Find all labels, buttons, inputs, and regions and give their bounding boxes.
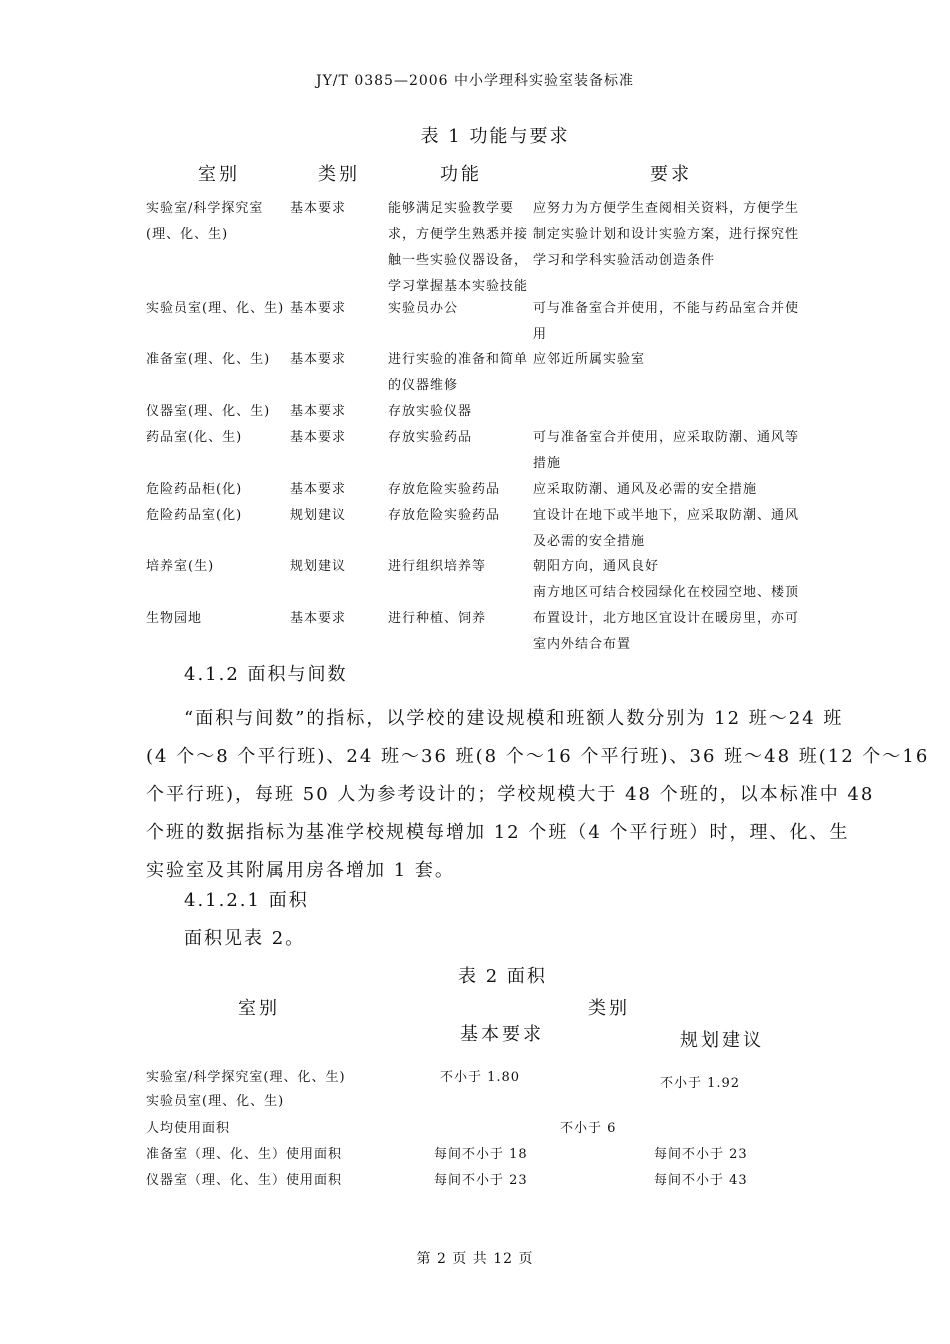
table1-cell-category: 基本要求 [290, 430, 347, 445]
table1-cell-line: 应努力为方便学生查阅相关资料，方便学生 [533, 201, 800, 216]
table1-cell-function [388, 196, 528, 300]
paragraph-line: 个班的数据指标为基准学校规模每增加 12 个班（4 个平行班）时，理、化、生 [146, 822, 850, 843]
table1-cell-line: 措施 [533, 456, 562, 471]
table1-header-room: 室别 [198, 164, 240, 185]
table1-cell-category: 基本要求 [290, 404, 347, 419]
table1-cell-category: 基本要求 [290, 482, 347, 497]
table2-header-basic: 基本要求 [460, 1024, 544, 1045]
table1-cell-room: 仪器室(理、化、生) [146, 404, 271, 419]
table1-cell-requirement [533, 296, 799, 348]
table2-cell-basic: 每间不小于 23 [434, 1173, 528, 1188]
table1-caption: 表 1 功能与要求 [420, 126, 570, 147]
table2-cell-basic: 不小于 1.80 [440, 1070, 521, 1085]
running-header: JY/T 0385—2006 中小学理科实验室装备标准 [315, 73, 635, 89]
table2-cell-plan: 不小于 1.92 [660, 1076, 741, 1091]
table1-cell-category: 基本要求 [290, 352, 347, 367]
table2-header-plan: 规划建议 [680, 1030, 764, 1051]
table1-cell-line: 可与准备室合并使用，不能与药品室合并使 [533, 301, 800, 316]
table1-cell-line: 及必需的安全措施 [533, 534, 646, 549]
table1-cell-room: 危险药品柜(化) [146, 482, 243, 497]
table2-cell-room: 人均使用面积 [146, 1121, 231, 1136]
table1-cell-requirement: 应采取防潮、通风及必需的安全措施 [533, 482, 758, 497]
page-footer: 第 2 页 共 12 页 [416, 1251, 534, 1267]
table1-header-category: 类别 [318, 164, 360, 185]
table1-cell-function: 进行组织培养等 [388, 559, 487, 574]
table1-cell-line: 制定实验计划和设计实验方案，进行探究性 [533, 227, 800, 242]
table1-cell-category: 规划建议 [290, 508, 347, 523]
table1-cell-requirement [533, 196, 799, 274]
table2-cell-room: 实验室/科学探究室(理、化、生) [146, 1070, 346, 1085]
paragraph-line: 个平行班)，每班 50 人为参考设计的；学校规模大于 48 个班的，以本标准中 48 [146, 784, 875, 805]
table2-cell-merged: 不小于 6 [560, 1121, 617, 1136]
table1-cell-room: 实验室/科学探究室 [146, 201, 264, 216]
section-heading: 4.1.2 面积与间数 [184, 664, 348, 685]
table1-cell-function: 存放危险实验药品 [388, 482, 501, 497]
table2-cell-room: 实验员室(理、化、生) [146, 1094, 285, 1109]
table1-cell-room: 生物园地 [146, 611, 203, 626]
paragraph-line: (4 个～8 个平行班)、24 班～36 班(8 个～16 个平行班)、36 班～48 班(12 个～16 [146, 746, 930, 767]
table1-cell-requirement: 朝阳方向，通风良好 [533, 559, 660, 574]
table2-cell-room: 仪器室（理、化、生）使用面积 [146, 1173, 343, 1188]
table2-cell-plan: 每间不小于 23 [654, 1147, 748, 1162]
table1-cell-function: 进行种植、饲养 [388, 611, 487, 626]
table1-header-requirement: 要求 [650, 164, 692, 185]
table1-cell-function: 存放危险实验药品 [388, 508, 501, 523]
paragraph-line: 实验室及其附属用房各增加 1 套。 [146, 860, 455, 881]
table1-cell-line: 求，方便学生熟悉并接 [388, 227, 529, 242]
section-heading: 4.1.2.1 面积 [184, 890, 309, 911]
table1-cell-line: 进行实验的准备和简单 [388, 352, 529, 367]
table1-cell-line: 南方地区可结合校园绿化在校园空地、楼顶 [533, 585, 800, 600]
table1-cell-function: 存放实验仪器 [388, 404, 473, 419]
table1-cell-requirement: 应邻近所属实验室 [533, 352, 646, 367]
table2-caption: 表 2 面积 [458, 966, 547, 987]
table2-cell-room: 准备室（理、化、生）使用面积 [146, 1147, 343, 1162]
table1-cell-requirement [533, 425, 799, 477]
table1-cell-category: 基本要求 [290, 201, 347, 216]
table1-cell-room: 培养室(生) [146, 559, 215, 574]
table1-cell-line: 布置设计，北方地区宜设计在暖房里，亦可 [533, 611, 800, 626]
table1-cell-category: 基本要求 [290, 301, 347, 316]
table1-cell-requirement [533, 503, 799, 555]
table1-cell-line: 学习和学科实验活动创造条件 [533, 253, 716, 268]
table1-cell-room: 药品室(化、生) [146, 430, 243, 445]
table1-cell-line: 触一些实验仪器设备， [388, 253, 529, 268]
table1-row [146, 196, 263, 248]
table1-cell-line: 用 [533, 327, 548, 342]
table1-cell-line: 室内外结合布置 [533, 637, 632, 652]
table1-cell-requirement [533, 580, 799, 658]
table1-cell-room: (理、化、生) [146, 227, 229, 242]
table1-cell-room: 准备室(理、化、生) [146, 352, 271, 367]
table1-cell-line: 可与准备室合并使用，应采取防潮、通风等 [533, 430, 800, 445]
table1-cell-function: 存放实验药品 [388, 430, 473, 445]
paragraph-line: “面积与间数”的指标，以学校的建设规模和班额人数分别为 12 班～24 班 [184, 708, 844, 729]
body-paragraph [146, 700, 929, 890]
table1-cell-line: 宜设计在地下或半地下，应采取防潮、通风 [533, 508, 800, 523]
table2-cell-plan: 每间不小于 43 [654, 1173, 748, 1188]
table1-cell-category: 基本要求 [290, 611, 347, 626]
table1-header-function: 功能 [440, 164, 482, 185]
table2-header-room: 室别 [238, 998, 280, 1019]
table1-cell-line: 能够满足实验教学要 [388, 201, 515, 216]
table1-cell-line: 学习掌握基本实验技能 [388, 279, 529, 294]
table2-header-category: 类别 [588, 998, 630, 1019]
table1-cell-category: 规划建议 [290, 559, 347, 574]
body-text: 面积见表 2。 [184, 928, 306, 949]
table1-cell-function [388, 347, 528, 399]
table1-cell-line: 的仪器维修 [388, 378, 459, 393]
table1-cell-room: 危险药品室(化) [146, 508, 243, 523]
table1-cell-function: 实验员办公 [388, 301, 459, 316]
table2-cell-basic: 每间不小于 18 [434, 1147, 528, 1162]
table1-cell-room: 实验员室(理、化、生) [146, 301, 285, 316]
